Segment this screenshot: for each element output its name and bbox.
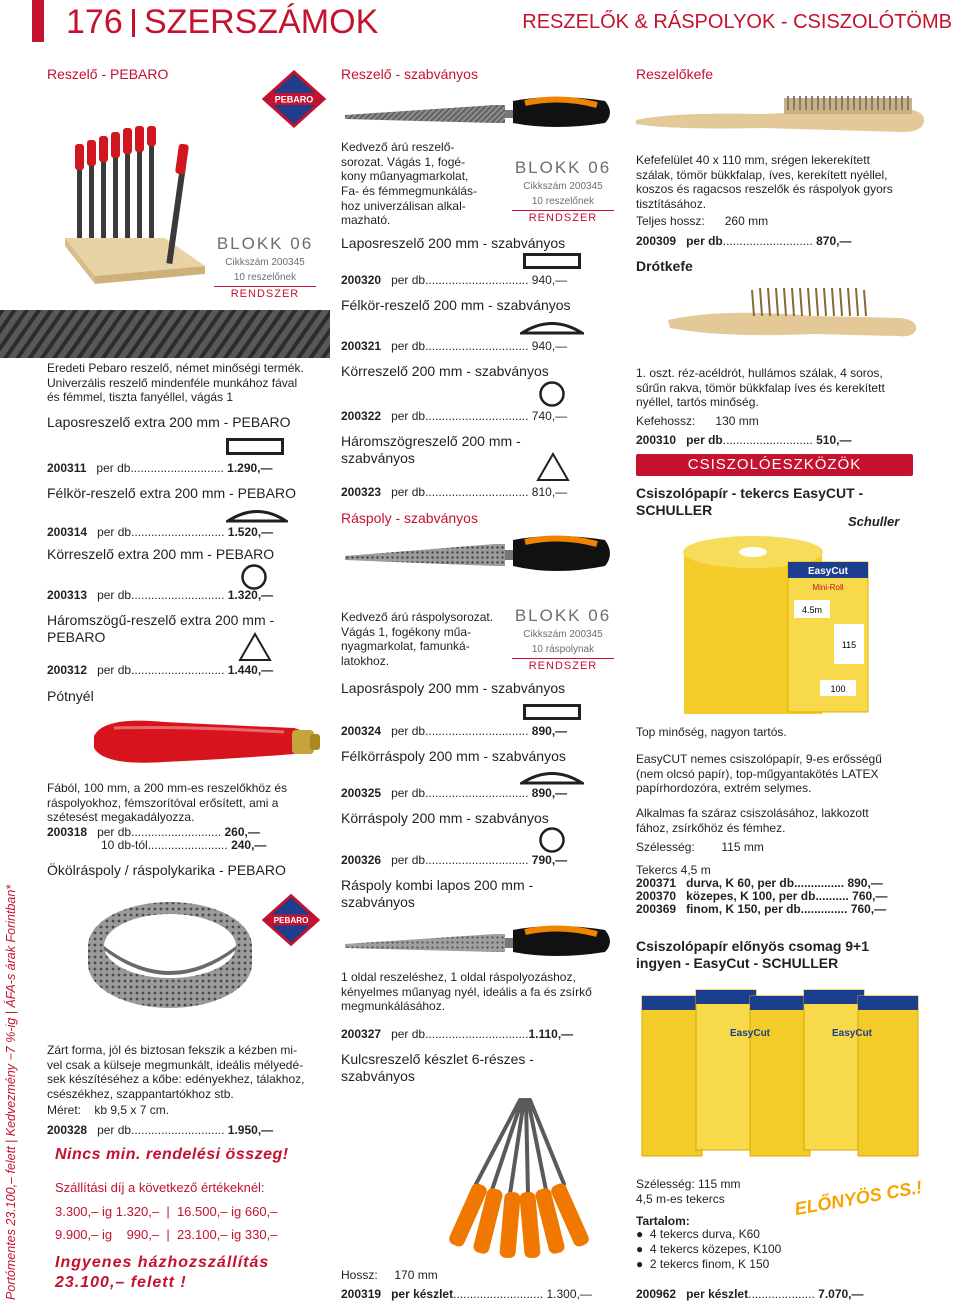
desc-line: koszos és ragacsos reszelők és ráspolyok gyors bbox=[636, 182, 893, 197]
advantage-badge: ELŐNYÖS CS.! bbox=[793, 1176, 924, 1220]
product-price: 510,— bbox=[816, 433, 852, 447]
desc-line: sek készítéséhez a kőbe: edényekhez, tálakhoz, bbox=[47, 1072, 305, 1087]
shipping-row: 9.900,– ig 990,– | 23.100,– ig 330,– bbox=[55, 1227, 278, 1242]
blokk-sub: 10 ráspolynak bbox=[531, 643, 595, 655]
reszelokefe-desc bbox=[636, 153, 936, 212]
grade-label: durva, K 60, per db bbox=[686, 876, 795, 890]
product-row bbox=[101, 838, 266, 853]
product-row bbox=[341, 339, 567, 354]
leader-dots: ............................... bbox=[425, 1027, 529, 1041]
list-item: ● 4 tekercs durva, K60 bbox=[636, 1227, 760, 1241]
contents-title: Tartalom: bbox=[636, 1214, 690, 1228]
product-title: Körráspoly 200 mm - szabványos bbox=[341, 810, 549, 826]
product-price: 760,— bbox=[850, 902, 887, 916]
leader-dots: ............................ bbox=[131, 525, 225, 539]
header-separator bbox=[132, 9, 135, 37]
free-delivery-line1: Ingyenes házhozszállítás bbox=[55, 1254, 270, 1271]
product-code: 200370 bbox=[636, 889, 677, 903]
product-title: Félkör-reszelő 200 mm - szabványos bbox=[341, 297, 571, 313]
product-code: 200313 bbox=[47, 588, 88, 602]
grade-label: finom, K 150, per db bbox=[686, 902, 801, 916]
list-item: ● 4 tekercs közepes, K100 bbox=[636, 1242, 782, 1256]
product-price: 870,— bbox=[816, 234, 852, 248]
product-price: 1.520,— bbox=[227, 525, 274, 539]
unit-label: per db bbox=[391, 1027, 426, 1041]
intro-line: Fa- és fémmegmunkálás- bbox=[341, 183, 478, 198]
contents-list bbox=[636, 1227, 781, 1272]
blokk-code: Cikkszám 200345 bbox=[523, 180, 603, 192]
blokk-sub: 10 reszelőnek bbox=[233, 271, 297, 283]
svg-text:PEBARO: PEBARO bbox=[274, 94, 314, 105]
page-category: RESZELŐK & RÁSPOLYOK - CSISZOLÓTÖMB bbox=[522, 11, 952, 33]
desc-line: (nem olcsó papír), top-műgyantakötés LATEX bbox=[636, 766, 879, 781]
half-round-profile-icon bbox=[226, 506, 288, 524]
easycut-desc bbox=[636, 752, 936, 796]
szabvanyos-intro bbox=[341, 140, 511, 228]
flat-profile-icon bbox=[523, 253, 581, 270]
product-row bbox=[636, 433, 851, 448]
desc-line: EasyCUT nemes csiszolópapír, 9-es erősségű bbox=[636, 752, 882, 766]
product-price: 790,— bbox=[531, 853, 568, 867]
product-row bbox=[341, 485, 567, 500]
desc-line: tisztításához. bbox=[636, 196, 707, 211]
product-title: Félkör-reszelő extra 200 mm - PEBARO bbox=[47, 485, 296, 501]
desc-line: papírhordozóra, extrém selymes. bbox=[636, 781, 812, 796]
width-info bbox=[636, 840, 764, 855]
intro-line: Eredeti Pebaro reszelő, német minőségi termék. bbox=[47, 361, 304, 375]
svg-text:PEBARO: PEBARO bbox=[273, 916, 309, 926]
product-code: 200314 bbox=[47, 525, 88, 539]
title-line: Csiszolópapír előnyös csomag 9+1 bbox=[636, 938, 870, 954]
shipping-title: Szállítási díj a következő értékeknél: bbox=[55, 1180, 265, 1195]
leader-dots: ............................... bbox=[425, 409, 529, 423]
product-title: Félkörráspoly 200 mm - szabványos bbox=[341, 748, 566, 764]
intro-line: Kedvező árú reszelő- bbox=[341, 140, 455, 154]
total-length bbox=[636, 214, 768, 229]
blokk-code: Cikkszám 200345 bbox=[225, 256, 305, 268]
page-number: 176 bbox=[66, 3, 123, 41]
leader-dots: ............................ bbox=[131, 588, 225, 602]
product-price: 740,— bbox=[531, 409, 568, 423]
desc-line: Zárt forma, jól és biztosan fekszik a kézben mi- bbox=[47, 1043, 298, 1057]
product-price: 1.440,— bbox=[227, 663, 274, 677]
desc-line: Alkalmas fa száraz csiszolásához, lakkozott bbox=[636, 806, 869, 820]
product-row bbox=[341, 853, 567, 868]
length-label: Hossz: bbox=[341, 1268, 378, 1282]
rasp-image bbox=[345, 530, 617, 586]
roll-brand-text: EasyCut bbox=[807, 566, 849, 577]
header-accent-bar bbox=[32, 0, 44, 42]
side-note bbox=[4, 820, 24, 1300]
unit-label: per db bbox=[686, 234, 723, 248]
okol-size bbox=[47, 1103, 169, 1118]
title-line: Háromszögű-reszelő extra 200 mm - bbox=[47, 612, 275, 628]
leader-dots: ............................... bbox=[425, 339, 529, 353]
leader-dots: ........................... bbox=[722, 433, 813, 447]
length-label: Teljes hossz: bbox=[636, 214, 705, 228]
product-code: 200319 bbox=[341, 1287, 382, 1301]
product-code: 200323 bbox=[341, 485, 382, 499]
drotkefe-desc bbox=[636, 366, 936, 410]
product-row bbox=[636, 902, 886, 917]
list-item-text: 2 tekercs finom, K 150 bbox=[649, 1257, 770, 1271]
section-title-raspoly: Ráspoly - szabványos bbox=[341, 510, 478, 526]
page-title: SZERSZÁMOK bbox=[144, 3, 379, 41]
product-title: Laposráspoly 200 mm - szabványos bbox=[341, 680, 566, 696]
product-title-okol: Ökölráspoly / ráspolykarika - PEBARO bbox=[47, 862, 286, 878]
desc-line: Szélesség: 115 mm bbox=[636, 1177, 741, 1191]
bundle-desc bbox=[636, 1177, 741, 1206]
length-label: Kefehossz: bbox=[636, 414, 696, 428]
product-code: 200324 bbox=[341, 724, 382, 738]
roll-grit-text: 100 bbox=[830, 684, 846, 694]
section-title-pebaro: Reszelő - PEBARO bbox=[47, 66, 169, 82]
product-price: 940,— bbox=[531, 339, 568, 353]
category-banner: CSISZOLÓESZKÖZÖK bbox=[636, 454, 913, 476]
product-row bbox=[636, 234, 851, 249]
product-row bbox=[341, 1287, 592, 1302]
size-label: Méret: bbox=[47, 1103, 82, 1117]
width-value: 115 mm bbox=[721, 840, 764, 854]
product-title bbox=[341, 877, 533, 911]
pebaro-file-stand-image bbox=[55, 126, 215, 286]
product-row bbox=[47, 1123, 273, 1138]
intro-line: Vágás 1, fogékony műa- bbox=[341, 624, 472, 639]
intro-line: Univerzális reszelő mindenféle munkához fával bbox=[47, 375, 298, 390]
unit-label: per db bbox=[97, 588, 132, 602]
desc-line: ráspolyokhoz, fémszorítóval erősített, ami a bbox=[47, 795, 279, 810]
blokk-sub: 10 reszelőnek bbox=[531, 195, 595, 207]
product-code: 200962 bbox=[636, 1287, 677, 1301]
product-row bbox=[47, 588, 273, 603]
title-line: Háromszögreszelő 200 mm - bbox=[341, 433, 521, 449]
usage-desc bbox=[636, 806, 936, 835]
blokk-code: Cikkszám 200345 bbox=[523, 628, 603, 640]
leader-dots: ............................ bbox=[130, 461, 224, 475]
unit-label: per db bbox=[686, 433, 723, 447]
product-code: 200322 bbox=[341, 409, 382, 423]
roll-length: Tekercs 4,5 m bbox=[636, 863, 711, 877]
product-price: 1.300,— bbox=[546, 1287, 592, 1301]
desc-line: megmunkálásához. bbox=[341, 999, 446, 1014]
needle-file-set-image bbox=[420, 1094, 620, 1264]
ship-threshold: 9.900,– ig bbox=[55, 1227, 113, 1242]
product-row bbox=[636, 1287, 864, 1302]
bundle-brand-text: EasyCut bbox=[730, 1028, 771, 1039]
leader-dots: ........................... bbox=[453, 1287, 544, 1301]
length-value: 170 mm bbox=[394, 1268, 438, 1282]
ship-fee: 330,– bbox=[244, 1227, 278, 1242]
leader-dots: ............... bbox=[794, 876, 845, 890]
product-price: 810,— bbox=[531, 485, 568, 499]
section-title-reszelokefe: Reszelőkefe bbox=[636, 66, 714, 82]
kulcs-length bbox=[341, 1268, 438, 1283]
size-value: kb 9,5 x 7 cm. bbox=[94, 1103, 170, 1117]
product-title: Laposreszelő extra 200 mm - PEBARO bbox=[47, 414, 291, 430]
intro-line: Kedvező árú ráspolysorozat. bbox=[341, 610, 494, 624]
product-code: 200311 bbox=[47, 461, 87, 475]
triangle-profile-icon bbox=[536, 452, 570, 482]
blokk-06-badge-3 bbox=[512, 606, 614, 673]
unit-label: per db bbox=[391, 273, 426, 287]
leader-dots: ........................... bbox=[131, 825, 222, 839]
desc-line: sűrűn rakva, tömör bükkfalap íves és kerekített bbox=[636, 380, 885, 395]
unit-label: per db bbox=[391, 724, 426, 738]
product-title bbox=[341, 433, 521, 467]
product-row bbox=[341, 786, 567, 801]
raspoly-intro bbox=[341, 610, 511, 669]
length-value: 130 mm bbox=[715, 414, 759, 428]
product-title bbox=[341, 1051, 534, 1085]
free-delivery-line2: 23.100,– felett ! bbox=[55, 1274, 187, 1291]
desc-line: csészékhez, szappantartókhoz stb. bbox=[47, 1086, 234, 1101]
handle-image bbox=[84, 706, 324, 776]
unit-label: 10 db-tól bbox=[101, 838, 148, 852]
title-line: Csiszolópapír - tekercs EasyCUT - bbox=[636, 485, 864, 501]
top-quality: Top minőség, nagyon tartós. bbox=[636, 725, 787, 739]
round-profile-icon bbox=[240, 563, 268, 591]
product-code: 200328 bbox=[47, 1123, 88, 1137]
product-price: 240,— bbox=[231, 838, 267, 852]
leader-dots: ............................... bbox=[425, 273, 529, 287]
leader-dots: ............................... bbox=[425, 485, 529, 499]
half-round-profile-icon bbox=[520, 768, 584, 786]
product-price: 940,— bbox=[531, 273, 568, 287]
desc-line: 1. oszt. réz-acéldrót, hullámos szálak, 4 soros, bbox=[636, 366, 883, 380]
shipping-row: 3.300,– ig 1.320,– | 16.500,– ig 660,– bbox=[55, 1204, 278, 1219]
product-price: 890,— bbox=[531, 724, 568, 738]
unit-label: per db bbox=[97, 1123, 132, 1137]
product-title: Körreszelő 200 mm - szabványos bbox=[341, 363, 549, 379]
title-line: szabványos bbox=[341, 1067, 415, 1084]
unit-label: per db bbox=[97, 663, 132, 677]
width-label: Szélesség: bbox=[636, 840, 695, 854]
blokk-system: RENDSZER bbox=[230, 287, 300, 300]
half-round-profile-icon bbox=[520, 318, 584, 336]
product-title bbox=[636, 938, 869, 972]
product-price: 890,— bbox=[847, 876, 883, 890]
desc-line: 1 oldal reszeléshez, 1 oldal ráspolyozáshoz, bbox=[341, 970, 576, 984]
round-profile-icon bbox=[538, 380, 566, 408]
product-price: 760,— bbox=[852, 889, 888, 903]
leader-dots: .......... bbox=[815, 889, 849, 903]
product-price: 1.950,— bbox=[227, 1123, 274, 1137]
product-row bbox=[341, 724, 567, 739]
product-title: Laposreszelő 200 mm - szabványos bbox=[341, 235, 566, 251]
desc-line: fához, zsírkőhöz és fémhez. bbox=[636, 820, 786, 835]
product-row bbox=[47, 525, 273, 540]
okol-desc bbox=[47, 1043, 337, 1102]
ship-fee: 990,– bbox=[126, 1227, 160, 1242]
blokk-system: RENDSZER bbox=[528, 211, 598, 224]
product-code: 200309 bbox=[636, 234, 677, 248]
product-code: 200310 bbox=[636, 433, 677, 447]
length-value: 260 mm bbox=[724, 214, 769, 228]
title-line: Kulcsreszelő készlet 6-részes - bbox=[341, 1051, 534, 1067]
blokk-06-badge-2 bbox=[512, 158, 614, 225]
unit-label: per db bbox=[97, 525, 132, 539]
product-title-potnyel: Pótnyél bbox=[47, 688, 94, 704]
grade-label: közepes, K 100, per db bbox=[686, 889, 816, 903]
unit-label: per készlet bbox=[686, 1287, 749, 1301]
product-price: 890,— bbox=[531, 786, 568, 800]
product-code: 200320 bbox=[341, 273, 382, 287]
blokk-title: BLOKK 06 bbox=[216, 234, 314, 253]
list-item-text: 4 tekercs közepes, K100 bbox=[649, 1242, 782, 1256]
drotkefe-title: Drótkefe bbox=[636, 258, 693, 274]
flat-profile-icon bbox=[523, 704, 581, 721]
section-title-szabvanyos: Reszelő - szabványos bbox=[341, 66, 478, 82]
unit-label: per db bbox=[97, 825, 132, 839]
intro-line: nyagmarkolat, famunká- bbox=[341, 639, 470, 654]
title-line: Ráspoly kombi lapos 200 mm - bbox=[341, 877, 534, 893]
product-code: 200326 bbox=[341, 853, 382, 867]
desc-line: szálak, tömör bükkfalap, íves, kerekített nyéllel, bbox=[636, 167, 888, 182]
product-code: 200371 bbox=[636, 876, 677, 890]
file-texture-image bbox=[0, 310, 330, 358]
leader-dots: ........................... bbox=[722, 234, 813, 248]
product-row bbox=[47, 461, 273, 476]
leader-dots: .................... bbox=[748, 1287, 815, 1301]
ring-rasp-image bbox=[80, 876, 260, 1036]
product-code: 200327 bbox=[341, 1027, 382, 1041]
title-line: SCHULLER bbox=[636, 501, 713, 518]
ship-threshold: 23.100,– ig bbox=[176, 1227, 242, 1242]
triangle-profile-icon bbox=[238, 632, 272, 662]
blokk-title: BLOKK 06 bbox=[514, 158, 612, 177]
product-title bbox=[636, 485, 863, 519]
title-line: szabványos bbox=[341, 893, 415, 910]
desc-line: 4,5 m-es tekercs bbox=[636, 1191, 725, 1206]
brush-length bbox=[636, 414, 759, 429]
blokk-system: RENDSZER bbox=[528, 659, 598, 672]
product-code: 200321 bbox=[341, 339, 382, 353]
product-price: 260,— bbox=[224, 825, 260, 839]
product-row bbox=[341, 1027, 573, 1042]
standard-file-image bbox=[345, 93, 617, 141]
product-price: 1.290,— bbox=[227, 461, 273, 475]
unit-label: per db bbox=[391, 339, 426, 353]
ship-threshold: 16.500,– ig bbox=[176, 1204, 242, 1219]
desc-line: vel csak a külseje megmunkált, ideális mélyedé- bbox=[47, 1057, 304, 1072]
leader-dots: ............................ bbox=[131, 663, 225, 677]
sandpaper-roll-image bbox=[668, 534, 878, 720]
ship-fee: 660,– bbox=[244, 1204, 278, 1219]
flat-profile-icon bbox=[226, 438, 284, 456]
product-title: Körreszelő extra 200 mm - PEBARO bbox=[47, 546, 275, 562]
product-code: 200369 bbox=[636, 902, 677, 916]
roll-mini-text: Mini-Roll bbox=[812, 583, 844, 592]
desc-line: Kefefelület 40 x 110 mm, srégen lekerekített bbox=[636, 153, 870, 167]
combi-rasp-image bbox=[345, 920, 617, 968]
desc-line: Fából, 100 mm, a 200 mm-es reszelőkhöz és bbox=[47, 781, 288, 795]
desc-line: nyéllel, tartós minőség. bbox=[636, 395, 759, 410]
list-item: ● 2 tekercs finom, K 150 bbox=[636, 1257, 770, 1271]
product-price: 1.320,— bbox=[227, 588, 274, 602]
pebaro-logo-small bbox=[262, 893, 320, 947]
intro-line: és fémmel, tiszta fanyéllel, vágás 1 bbox=[47, 390, 234, 405]
ship-threshold: 3.300,– ig bbox=[55, 1204, 113, 1219]
bundle-brand-text: EasyCut bbox=[832, 1028, 873, 1039]
roll-grit-text: 115 bbox=[841, 640, 857, 650]
leader-dots: ............................... bbox=[425, 786, 529, 800]
ship-fee: 1.320,– bbox=[115, 1204, 160, 1219]
product-code: 200312 bbox=[47, 663, 88, 677]
product-row bbox=[47, 663, 273, 678]
unit-label: per db bbox=[391, 409, 426, 423]
product-row bbox=[341, 273, 567, 288]
list-item-text: 4 tekercs durva, K60 bbox=[649, 1227, 760, 1241]
intro-line: hoz univerzálisan alkal- bbox=[341, 198, 466, 213]
kombi-desc bbox=[341, 970, 631, 1014]
unit-label: per db bbox=[391, 786, 426, 800]
intro-line: kony műanyagmarkolat, bbox=[341, 169, 469, 184]
blokk-title: BLOKK 06 bbox=[514, 606, 612, 625]
unit-label: per készlet bbox=[391, 1287, 454, 1301]
unit-label: per db bbox=[96, 461, 131, 475]
sandpaper-bundle-image bbox=[636, 976, 946, 1166]
unit-label: per db bbox=[391, 853, 426, 867]
no-min-order: Nincs min. rendelési összeg! bbox=[55, 1146, 289, 1163]
round-profile-icon bbox=[538, 826, 566, 854]
leader-dots: ............................... bbox=[425, 724, 529, 738]
page-header bbox=[32, 0, 960, 46]
title-line: PEBARO bbox=[47, 628, 106, 645]
pebaro-intro bbox=[47, 361, 337, 405]
file-brush-image bbox=[632, 90, 932, 148]
unit-label: per db bbox=[391, 485, 426, 499]
potnyel-desc bbox=[47, 781, 337, 825]
intro-line: latokhoz. bbox=[341, 653, 390, 668]
leader-dots: ............................ bbox=[131, 1123, 225, 1137]
product-row bbox=[341, 409, 567, 424]
intro-line: sorozat. Vágás 1, fogé- bbox=[341, 154, 466, 169]
desc-line: kényelmes műanyag nyél, ideális a fa és zsírkő bbox=[341, 984, 592, 999]
wire-brush-image bbox=[662, 280, 924, 352]
product-code: 200325 bbox=[341, 786, 382, 800]
pebaro-logo bbox=[262, 70, 326, 128]
product-price: 1.110,— bbox=[528, 1027, 574, 1041]
roll-length-text: 4.5m bbox=[801, 605, 823, 615]
schuller-logo: Schuller bbox=[848, 514, 900, 529]
product-code: 200318 bbox=[47, 825, 88, 839]
product-price: 7.070,— bbox=[818, 1287, 864, 1301]
side-note-text: Portómentes 23.100,– felett | Kedvezmény −7 %-ig | ÁFA-s árak Forintban* bbox=[4, 884, 18, 1300]
leader-dots: ............................... bbox=[425, 853, 529, 867]
intro-line: mazható. bbox=[341, 213, 391, 228]
blokk-06-badge-1 bbox=[214, 234, 316, 301]
title-line: szabványos bbox=[341, 449, 415, 466]
leader-dots: .............. bbox=[800, 902, 848, 916]
title-line: ingyen - EasyCut - SCHULLER bbox=[636, 954, 839, 971]
desc-line: szétesést megakadályozza. bbox=[47, 810, 195, 825]
leader-dots: ........................ bbox=[147, 838, 228, 852]
